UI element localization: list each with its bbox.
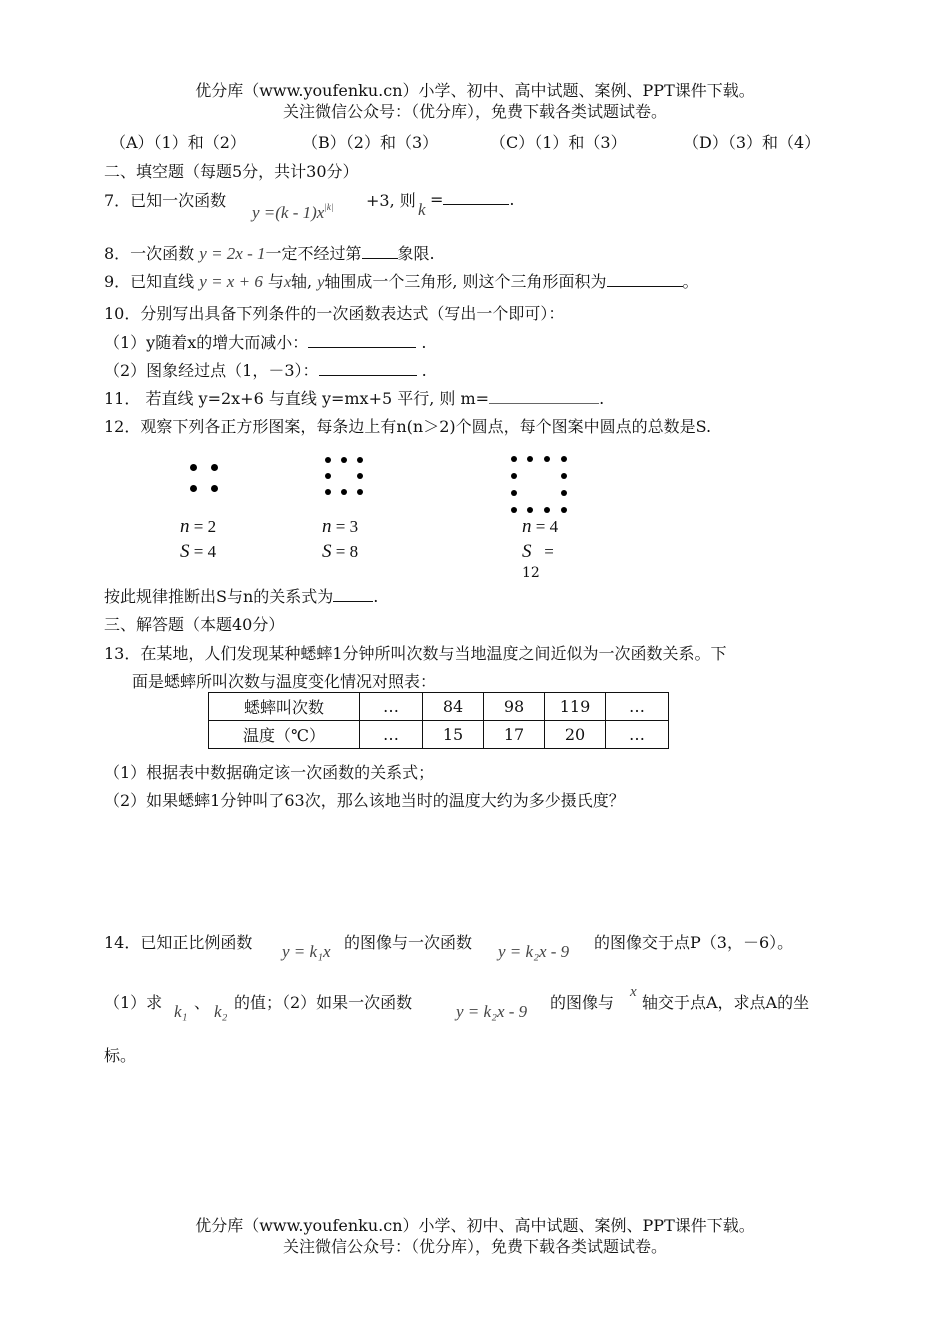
dot <box>357 457 363 463</box>
table-row <box>209 693 669 721</box>
section3-title: 三、解答题（本题40分） <box>104 615 285 634</box>
q8-formula: y = 2x - 1 <box>199 244 266 263</box>
q12-blank[interactable] <box>333 585 373 602</box>
choice-a: （A）（1）和（2） <box>110 133 246 152</box>
q10-part2: （2）图象经过点（1，－3）： . <box>104 361 427 380</box>
dot <box>511 473 517 479</box>
page-header-line2: 关注微信公众号：（优分库），免费下载各类试题试卷。 <box>282 102 667 121</box>
dot <box>561 473 567 479</box>
q14-prefix: 14．已知正比例函数 <box>104 933 253 952</box>
table-cell: … <box>360 721 423 749</box>
q9-blank[interactable] <box>607 270 683 287</box>
dot <box>325 457 331 463</box>
table-cell: 温度（℃） <box>209 721 360 749</box>
q14-part1-suffix: 的值；（2）如果一次函数 <box>234 993 413 1012</box>
dot <box>190 464 197 471</box>
dot <box>527 456 533 462</box>
dot <box>511 490 517 496</box>
dot <box>561 507 567 513</box>
table-cell: 98 <box>484 693 545 721</box>
table-cell: 119 <box>545 693 606 721</box>
q14-x: x <box>630 984 637 1000</box>
table-row <box>209 721 669 749</box>
q14-mid: 的图像与一次函数 <box>344 933 473 952</box>
q7-mid: +3, 则 <box>366 191 416 210</box>
q13-part2: （2）如果蟋蟀1分钟叫了63次，那么该地当时的温度大约为多少摄氏度？ <box>104 791 625 810</box>
dot <box>211 485 218 492</box>
table-cell: 蟋蟀叫次数 <box>209 693 360 721</box>
dot <box>511 507 517 513</box>
q8-line: 8．一次函数 y = 2x - 1一定不经过第 象限. <box>104 244 435 263</box>
dot <box>544 456 550 462</box>
table-cell: … <box>360 693 423 721</box>
q14-formula2: y = k₂x - 9 <box>498 942 570 961</box>
q14-line3: 标。 <box>104 1046 137 1065</box>
dot <box>561 490 567 496</box>
dot <box>561 456 567 462</box>
q14-sep: 、 <box>194 993 211 1012</box>
q12-conclusion: 按此规律推断出S与n的关系式为 . <box>104 587 379 606</box>
q10-text: 10．分别写出具备下列条件的一次函数表达式（写出一个即可）： <box>104 304 565 323</box>
q7-prefix: 7．已知一次函数 <box>104 191 227 210</box>
q13-data-table <box>208 692 669 749</box>
q12-label-n-3: n = 4 <box>522 516 559 537</box>
q14-part1-prefix: （1）求 <box>104 993 163 1012</box>
q14-formula3: y = k₂x - 9 <box>456 1002 528 1021</box>
q9-formula: y = x + 6 <box>199 272 263 291</box>
q14-k2: k₂ <box>214 1002 228 1021</box>
table-cell: 17 <box>484 721 545 749</box>
choice-d: （D）（3）和（4） <box>683 133 821 152</box>
q9-line: 9．已知直线 y = x + 6 与x轴, y轴围成一个三角形, 则这个三角形面积为 。 <box>104 272 699 291</box>
dot <box>211 464 218 471</box>
dot <box>341 489 347 495</box>
table-cell: … <box>606 721 669 749</box>
q14-part2-mid: 的图像与 <box>550 993 615 1012</box>
q10-blank1[interactable] <box>308 331 416 348</box>
dot <box>190 485 197 492</box>
section2-title: 二、填空题（每题5分，共计30分） <box>104 162 359 181</box>
page-footer-line1: 优分库（www.youfenku.cn）小学、初中、高中试题、案例、PPT课件下载。 <box>195 1216 755 1235</box>
q13-line2: 面是蟋蟀所叫次数与温度变化情况对照表： <box>132 672 437 691</box>
dot <box>544 507 550 513</box>
q12-text: 12．观察下列各正方形图案，每条边上有n(n＞2)个圆点，每个图案中圆点的总数是S. <box>104 417 712 436</box>
q8-blank[interactable] <box>362 242 398 259</box>
q12-label-s-2: S = 8 <box>322 541 359 562</box>
q12-label-s-1: S = 4 <box>180 541 217 562</box>
q7-k: k <box>418 200 426 219</box>
q7-blank[interactable] <box>443 188 509 205</box>
table-cell: … <box>606 693 669 721</box>
table-cell: 15 <box>423 721 484 749</box>
q12-label-s-3-value: 12 <box>522 565 540 581</box>
q14-suffix: 的图像交于点P（3，－6）。 <box>594 933 794 952</box>
dot <box>511 456 517 462</box>
q14-part2-suffix: 轴交于点A，求点A的坐 <box>642 993 810 1012</box>
q12-label-n-1: n = 2 <box>180 516 217 537</box>
choice-c: （C）（1）和（3） <box>490 133 627 152</box>
dot <box>341 457 347 463</box>
q7-formula: $y =(k - 1)x^{|k|}$ <box>252 202 334 222</box>
q10-blank2[interactable] <box>319 359 417 376</box>
page-header-line1: 优分库（www.youfenku.cn）小学、初中、高中试题、案例、PPT课件下载。 <box>195 81 755 100</box>
dot <box>357 489 363 495</box>
q14-formula1: y = k₁x <box>282 942 331 961</box>
dot <box>325 489 331 495</box>
q13-line1: 13．在某地，人们发现某种蟋蟀1分钟所叫次数与当地温度之间近似为一次函数关系。下 <box>104 644 727 663</box>
q13-part1: （1）根据表中数据确定该一次函数的关系式； <box>104 763 435 782</box>
q10-part1: （1）y随着x的增大而减小： . <box>104 333 427 352</box>
dot <box>527 507 533 513</box>
q11-line: 11． 若直线 y=2x+6 与直线 y=mx+5 平行, 则 m= . <box>104 389 605 408</box>
q7-formula-exponent: |k| <box>324 202 334 212</box>
dot <box>357 473 363 479</box>
q12-label-s-3: S = <box>522 541 554 562</box>
q12-label-n-2: n = 3 <box>322 516 359 537</box>
q14-k1: k₁ <box>174 1002 188 1021</box>
q11-blank[interactable] <box>489 388 599 404</box>
choice-b: （B）（2）和（3） <box>302 133 439 152</box>
dot <box>325 473 331 479</box>
table-cell: 84 <box>423 693 484 721</box>
table-cell: 20 <box>545 721 606 749</box>
q7-answer: = . <box>430 190 515 209</box>
page-footer-line2: 关注微信公众号：（优分库），免费下载各类试题试卷。 <box>282 1237 667 1256</box>
